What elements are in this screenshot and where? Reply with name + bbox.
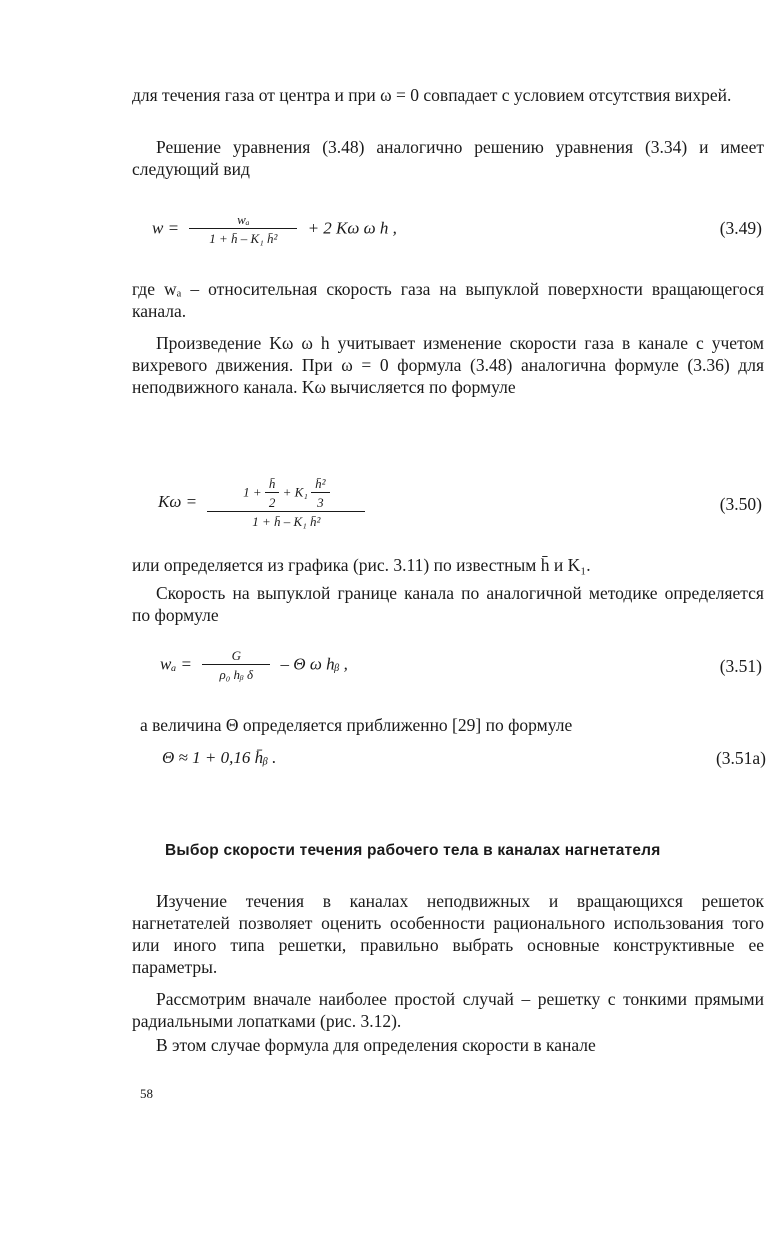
paragraph-10: В этом случае формула для определения скорости в канале (156, 1035, 596, 1055)
eq351-tail: – Θ ω hᵦ , (280, 654, 348, 674)
equation-3-51 (0, 640, 780, 700)
eq349-numerator: wₐ (237, 212, 250, 227)
eq351a-number: (3.51а) (715, 748, 766, 768)
eq350-number: (3.50) (719, 494, 762, 514)
eq351-numerator: G (231, 648, 241, 663)
eq349-denominator: 1 + h̄ – K₁ h̄² (189, 228, 297, 247)
paragraph-1: для течения газа от центра и при ω = 0 совпадает с условием отсутствия вихрей. (132, 85, 732, 105)
eq350-num-frac1-d: 2 (265, 492, 280, 511)
equation-3-50 (0, 446, 780, 546)
eq349-number: (3.49) (719, 218, 762, 238)
paragraph-7: а величина Θ определяется приближенно [29] по формуле (140, 715, 573, 735)
eq351-denominator: ρ₀ hᵦ δ (202, 664, 270, 683)
paragraph-5: или определяется из графика (рис. 3.11) по известным h̄ и K₁. (132, 555, 591, 575)
eq350-denominator: 1 + h̄ – K₁ h̄² (207, 511, 365, 530)
section-heading: Выбор скорости течения рабочего тела в каналах нагнетателя (165, 842, 661, 859)
eq351-lhs: wₐ = (160, 654, 193, 674)
page-number: 58 (140, 1086, 153, 1101)
eq350-num-b: + K₁ (282, 484, 308, 500)
paragraph-9: Рассмотрим вначале наиболее простой случай – решетку с тонкими прямыми радиальными лопатками (рис. 3.12). (132, 989, 764, 1031)
equation-3-51a (0, 746, 780, 776)
eq350-num-frac1-n: h̄ (268, 476, 276, 491)
paragraph-3: где wₐ – относительная скорость газа на выпуклой поверхности вращающегося канала. (132, 279, 764, 321)
eq350-lhs: Kω = (158, 491, 198, 511)
paragraph-8: Изучение течения в каналах неподвижных и вращающихся решеток нагнетателей позволяет оценить особенности рационального использования того или иного типа решетки, правильно выбрать основные конструктивные ее параметры. (132, 891, 764, 977)
eq351-number: (3.51) (719, 656, 762, 676)
paragraph-6: Скорость на выпуклой границе канала по аналогичной методике определяется по формуле (132, 583, 764, 625)
eq349-lhs: w = (152, 218, 180, 238)
eq350-num-frac2-d: 3 (311, 492, 329, 511)
eq350-num-a: 1 + (243, 484, 262, 500)
eq350-num-frac2-n: h̄² (315, 476, 326, 491)
equation-3-49 (0, 200, 780, 260)
eq351a-body: Θ ≈ 1 + 0,16 h̄ᵦ . (162, 748, 277, 767)
paragraph-4: Произведение Kω ω h учитывает изменение скорости газа в канале с учетом вихревого движения. При ω = 0 формула (3.48) аналогична формуле (3.36) для неподвижного канала. Kω вычисляется по формуле (132, 333, 764, 397)
eq349-tail: + 2 Kω ω h , (307, 218, 397, 238)
paragraph-2: Решение уравнения (3.48) аналогично решению уравнения (3.34) и имеет следующий вид (132, 137, 764, 179)
